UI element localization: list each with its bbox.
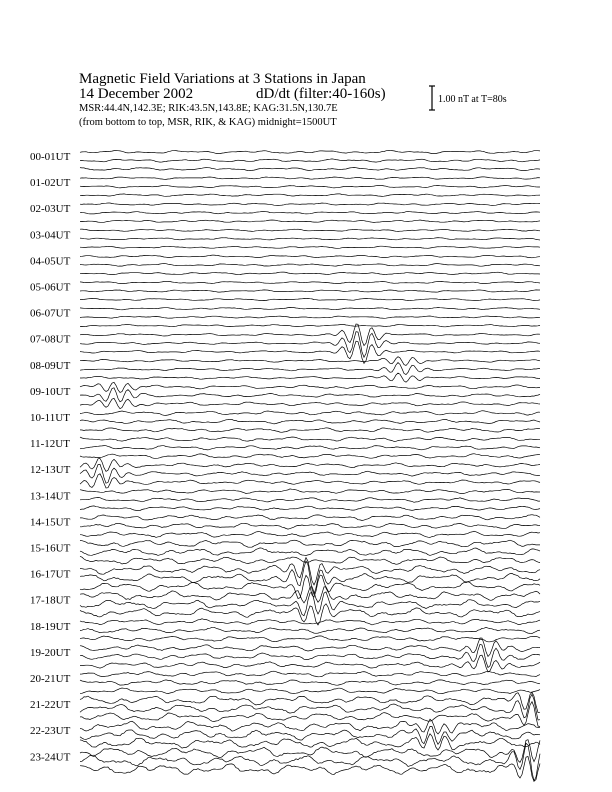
hour-label: 23-24UT	[30, 751, 71, 764]
hour-row	[30, 540, 540, 564]
hour-row	[30, 719, 540, 750]
trace-msr	[80, 474, 540, 488]
hour-label: 11-12UT	[30, 438, 70, 451]
hour-label: 14-15UT	[30, 516, 71, 529]
trace-msr	[80, 556, 540, 564]
trace-rik	[80, 290, 540, 292]
trace-rows	[30, 150, 540, 781]
hour-row	[30, 437, 540, 458]
hour-row	[30, 489, 540, 511]
trace-msr	[80, 655, 540, 672]
hour-label: 00-01UT	[30, 151, 71, 163]
hour-row	[30, 515, 540, 538]
hour-label: 21-22UT	[30, 699, 71, 712]
hour-row	[30, 177, 540, 197]
hour-row	[30, 692, 540, 727]
hour-label: 03-04UT	[30, 229, 71, 242]
trace-rik	[80, 523, 540, 529]
trace-kag	[80, 587, 540, 603]
trace-msr	[80, 325, 540, 327]
trace-msr	[80, 702, 540, 727]
trace-kag	[80, 411, 540, 416]
hour-label: 06-07UT	[30, 307, 71, 320]
hour-row	[30, 638, 540, 672]
hour-row	[30, 308, 540, 327]
trace-rik	[80, 185, 540, 188]
trace-rik	[80, 548, 540, 556]
date-label: 14 December 2002	[79, 86, 194, 102]
trace-msr	[80, 688, 540, 694]
trace-rik	[80, 498, 540, 503]
trace-msr	[80, 636, 540, 642]
trace-kag	[80, 382, 540, 392]
trace-rik	[80, 644, 540, 667]
trace-msr	[80, 168, 540, 171]
trace-rik	[80, 264, 540, 267]
trace-rik	[80, 212, 540, 214]
trace-rik	[80, 316, 540, 318]
trace-rik	[80, 363, 540, 375]
hour-row	[30, 229, 540, 248]
hour-label: 12-13UT	[30, 464, 71, 477]
trace-kag	[80, 177, 540, 180]
trace-kag	[80, 229, 540, 231]
hour-row	[30, 324, 540, 363]
hour-label: 08-09UT	[30, 359, 71, 372]
hour-label: 10-11UT	[30, 412, 70, 424]
trace-kag	[80, 619, 540, 625]
hour-row	[30, 740, 540, 782]
trace-msr	[80, 194, 540, 197]
trace-kag	[80, 437, 540, 441]
trace-kag	[80, 719, 540, 734]
station-coordinates: MSR:44.4N,142.3E; RIK:43.5N,143.8E; KAG:31.5N,130.7E	[79, 103, 338, 114]
hour-label: 01-02UT	[30, 177, 71, 190]
hour-label: 15-16UT	[30, 542, 71, 555]
hour-row	[30, 357, 540, 383]
hour-label: 09-10UT	[30, 385, 71, 398]
trace-msr	[80, 757, 540, 782]
trace-msr	[80, 341, 540, 363]
hour-label: 04-05UT	[30, 255, 71, 268]
trace-rik	[80, 388, 540, 402]
trace-kag	[80, 671, 540, 677]
chart-title: Magnetic Field Variations at 3 Stations in Japan	[79, 71, 366, 87]
hour-label: 18-19UT	[30, 620, 71, 633]
hour-row	[30, 671, 540, 693]
trace-rik	[80, 419, 540, 424]
hour-label: 13-14UT	[30, 490, 71, 503]
hour-row	[30, 150, 540, 170]
trace-msr	[80, 398, 540, 408]
trace-msr	[80, 734, 540, 750]
hour-row	[30, 255, 540, 275]
trace-rik	[80, 446, 540, 450]
hour-row	[30, 558, 540, 599]
trace-kag	[80, 515, 540, 521]
hour-row	[30, 459, 540, 489]
trace-kag	[80, 281, 540, 283]
trace-kag	[80, 489, 540, 494]
hour-label: 16-17UT	[30, 568, 71, 581]
trace-msr	[80, 298, 540, 300]
hour-row	[30, 619, 540, 642]
trace-kag	[80, 308, 540, 310]
hour-label: 20-21UT	[30, 673, 71, 685]
trace-msr	[80, 506, 540, 511]
hour-row	[30, 411, 540, 433]
trace-kag	[80, 357, 540, 366]
trace-msr	[80, 373, 540, 382]
hour-label: 07-08UT	[30, 333, 71, 346]
hour-label: 02-03UT	[30, 203, 71, 216]
hour-row	[30, 382, 540, 408]
filter-label: dD/dt (filter:40-160s)	[256, 86, 386, 102]
hour-row	[30, 587, 540, 625]
hour-label: 05-06UT	[30, 281, 71, 294]
trace-kag	[80, 203, 540, 206]
trace-rik	[80, 159, 540, 162]
trace-msr	[80, 531, 540, 537]
trace-rik	[80, 592, 540, 616]
trace-msr	[80, 428, 540, 433]
trace-msr	[80, 246, 540, 248]
station-order-note: (from bottom to top, MSR, RIK, & KAG) midnight=1500UT	[79, 117, 337, 128]
hour-label: 17-18UT	[30, 594, 71, 607]
trace-rik	[80, 238, 540, 240]
trace-rik	[80, 680, 540, 685]
trace-msr	[80, 220, 540, 223]
trace-rik	[80, 464, 540, 483]
hour-label: 22-23UT	[30, 725, 71, 738]
trace-kag	[80, 540, 540, 547]
hour-label: 19-20UT	[30, 646, 71, 659]
trace-kag	[80, 459, 540, 472]
trace-kag	[80, 255, 540, 258]
trace-kag	[80, 150, 540, 153]
scale-bar	[429, 86, 435, 110]
trace-msr	[80, 454, 540, 459]
trace-rik	[80, 743, 540, 781]
scale-bar-label: 1.00 nT at T=80s	[438, 94, 507, 105]
trace-rik	[80, 627, 540, 633]
hour-row	[30, 203, 540, 223]
hour-row	[30, 281, 540, 300]
trace-rik	[80, 726, 540, 744]
trace-msr	[80, 272, 540, 275]
